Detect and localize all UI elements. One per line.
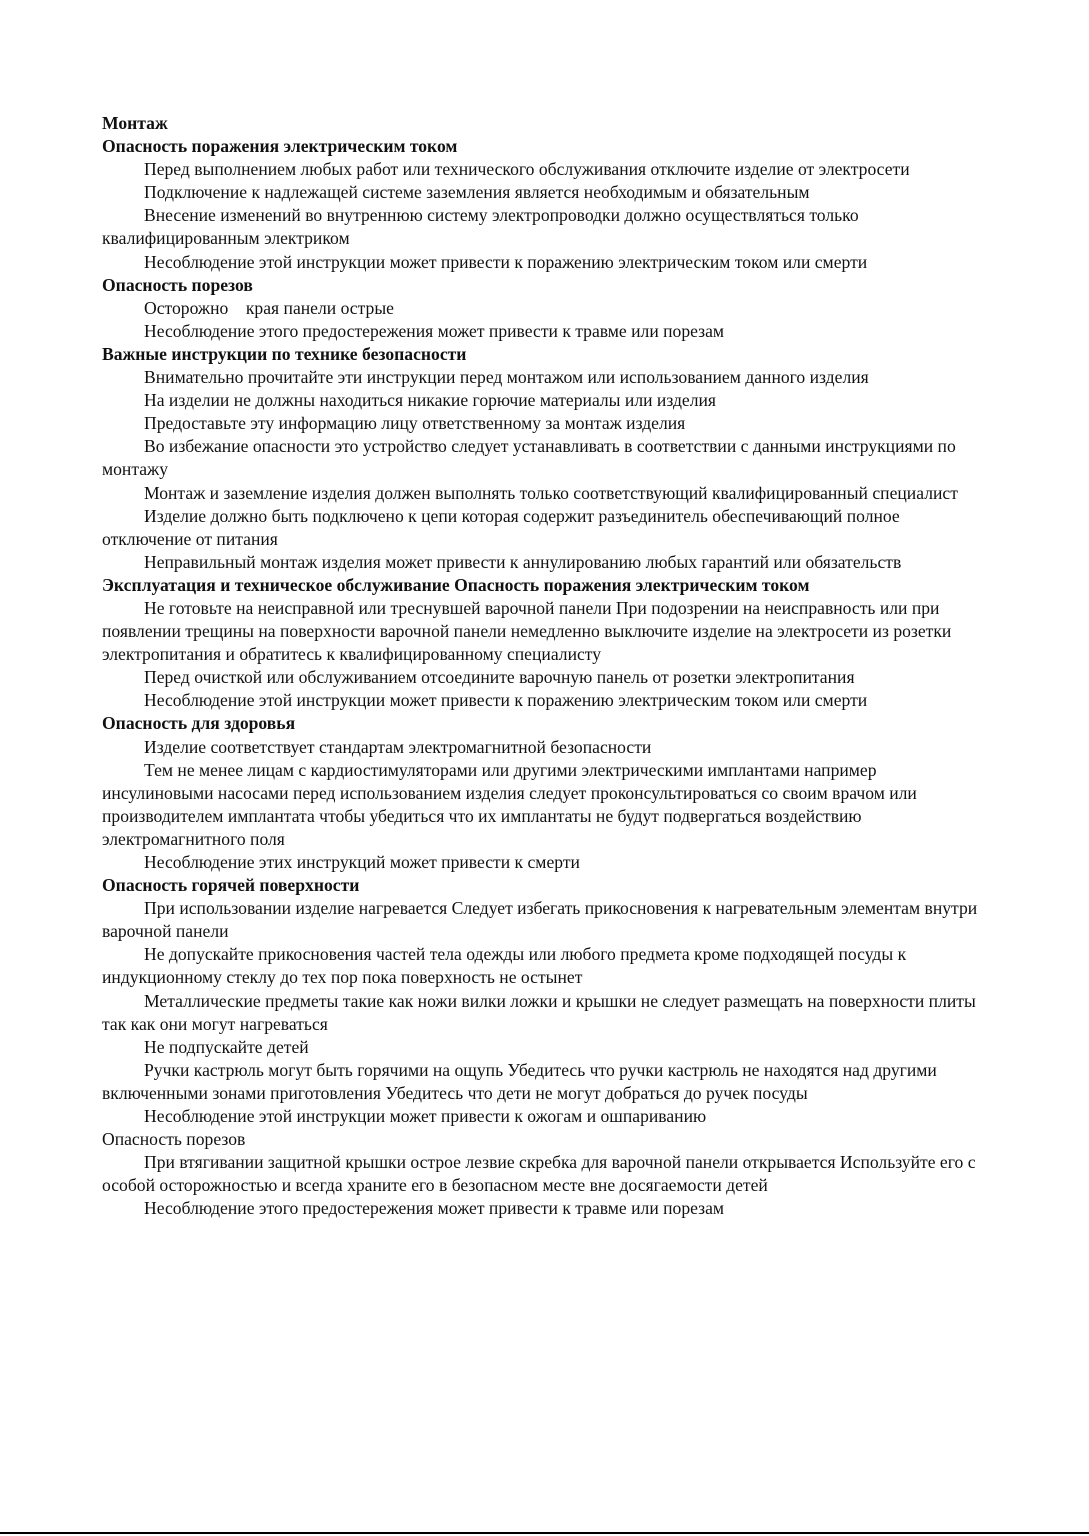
paragraph: Неправильный монтаж изделия может привести к аннулированию любых гарантий или обязательств [144, 551, 902, 572]
paragraph: Предоставьте эту информацию лицу ответственному за монтаж изделия [144, 413, 686, 434]
paragraph: Внесение изменений во внутреннюю систему электропроводки должно осуществляться только квалифицированным электриком [102, 205, 859, 249]
paragraph: Изделие должно быть подключено к цепи которая содержит разъединитель обеспечивающий полное отключение от питания [102, 505, 900, 549]
paragraph: Изделие соответствует стандартам электромагнитной безопасности [144, 736, 652, 757]
section-heading-health: Опасность для здоровья [102, 713, 296, 734]
paragraph: Подключение к надлежащей системе заземления является необходимым и обязательным [144, 182, 810, 203]
page-bottom-divider [0, 1532, 1089, 1534]
paragraph: Несоблюдение этой инструкции может привести к ожогам и ошпариванию [144, 1106, 707, 1127]
paragraph: Внимательно прочитайте эти инструкции перед монтажом или использованием данного изделия [144, 367, 869, 388]
paragraph: Не допускайте прикосновения частей тела одежды или любого предмета кроме подходящей посуды к индукционному стеклу до тех пор пока поверхность не остынет [102, 944, 907, 988]
paragraph: Несоблюдение этих инструкций может привести к смерти [144, 852, 580, 872]
paragraph: Перед выполнением любых работ или технического обслуживания отключите изделие от электросети [144, 159, 910, 180]
section-heading-electric-shock: Опасность поражения электрическим током [102, 136, 458, 157]
section-heading-operation-maintenance: Эксплуатация и техническое обслуживание Опасность поражения электрическим током [102, 574, 810, 595]
paragraph: Не подпускайте детей [144, 1036, 309, 1057]
section-heading-cuts: Опасность порезов [102, 274, 253, 295]
paragraph: Тем не менее лицам с кардиостимуляторами или другими электрическими имплантами например инсулиновыми насосами перед использованием изделия следует проконсультироваться со своим врачом или производителем имплантата чтобы убедиться что их имплантаты не будут подвергаться воздействию электромагнитного поля [102, 759, 917, 849]
section-heading-cuts-plain: Опасность порезов [102, 1129, 246, 1150]
paragraph: Монтаж и заземление изделия должен выполнять только соответствующий квалифицированный специалист [144, 482, 958, 503]
paragraph: Осторожно края панели острые [144, 297, 394, 318]
section-heading-montage: Монтаж [102, 113, 168, 133]
paragraph: Несоблюдение этого предостережения может привести к травме или порезам [144, 320, 725, 341]
paragraph: При использовании изделие нагревается Следует избегать прикосновения к нагревательным элементам внутри варочной панели [102, 898, 978, 942]
section-heading-hot-surface: Опасность горячей поверхности [102, 875, 360, 896]
paragraph: Металлические предметы такие как ножи вилки ложки и крышки не следует размещать на поверхности плиты так как они могут нагреваться [102, 990, 976, 1034]
section-heading-safety-instructions: Важные инструкции по технике безопасности [102, 343, 467, 364]
paragraph: На изделии не должны находиться никакие горючие материалы или изделия [144, 390, 717, 411]
paragraph: Не готовьте на неисправной или треснувшей варочной панели При подозрении на неисправность или при появлении трещины на поверхности варочной панели немедленно выключите изделие на электросети из розетки электропитания и обратитесь к квалифицированному специалисту [102, 597, 952, 665]
paragraph: Несоблюдение этого предостережения может привести к травме или порезам [144, 1198, 725, 1219]
document-page [102, 112, 982, 1221]
paragraph: Во избежание опасности это устройство следует устанавливать в соответствии с данными инструкциями по монтажу [102, 436, 956, 480]
paragraph: Несоблюдение этой инструкции может привести к поражению электрическим током или смерти [144, 251, 868, 272]
paragraph: При втягивании защитной крышки острое лезвие скребка для варочной панели открывается Используйте его с особой осторожностью и всегда храните его в безопасном месте вне досягаемости детей [102, 1152, 976, 1196]
paragraph: Несоблюдение этой инструкции может привести к поражению электрическим током или смерти [144, 690, 868, 711]
paragraph: Перед очисткой или обслуживанием отсоедините варочную панель от розетки электропитания [144, 667, 855, 688]
paragraph: Ручки кастрюль могут быть горячими на ощупь Убедитесь что ручки кастрюль не находятся над другими включенными зонами приготовления Убедитесь что дети не могут добраться до ручек посуды [102, 1059, 937, 1103]
